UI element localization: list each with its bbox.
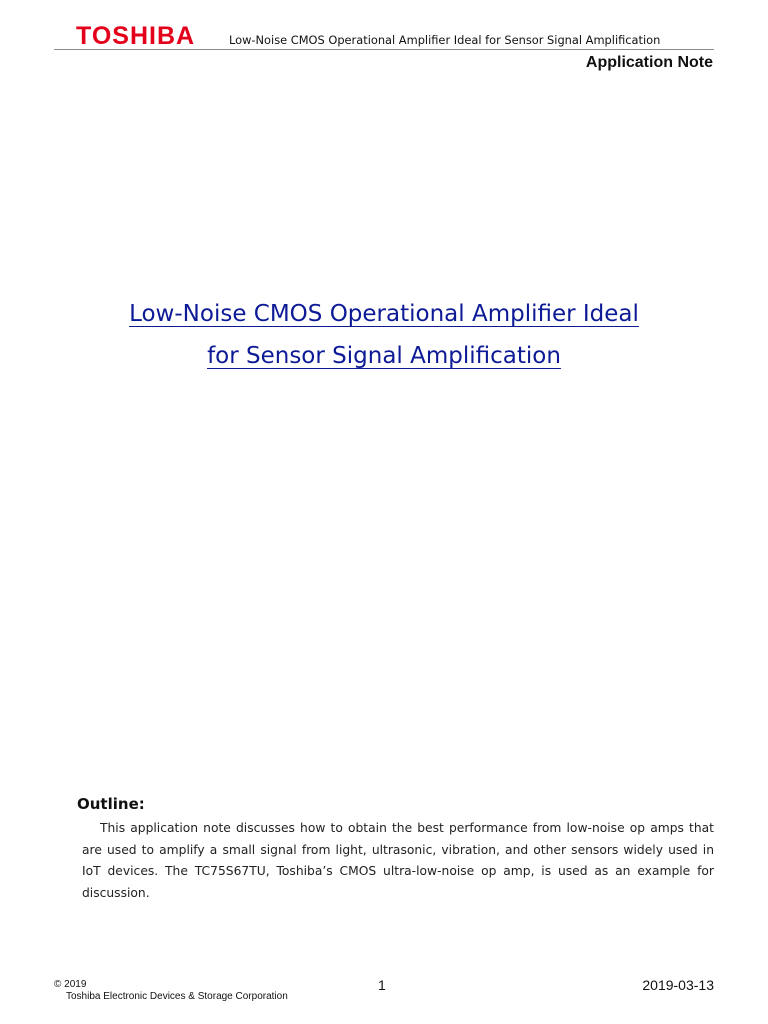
document-title-line-1: Low-Noise CMOS Operational Amplifier Ideal <box>129 301 639 327</box>
outline-paragraph: This application note discusses how to obtain the best performance from low-noise op amps that are used to amplify a small signal from light, ultrasonic, vibration, and other sensors widely used in IoT devices. The TC75S67TU, Toshiba’s CMOS ultra-low-noise op amp, is used as an example for discussion. <box>82 821 714 900</box>
footer-company: Toshiba Electronic Devices & Storage Corporation <box>66 991 288 1002</box>
document-type-label: Application Note <box>585 54 713 71</box>
toshiba-logo: TOSHIBA <box>76 22 196 50</box>
outline-heading: Outline: <box>77 795 145 813</box>
running-header-title: Low-Noise CMOS Operational Amplifier Ideal for Sensor Signal Amplification <box>229 33 661 47</box>
document-title <box>0 293 768 377</box>
header-divider <box>54 49 714 50</box>
document-title-line-2: for Sensor Signal Amplification <box>207 343 561 369</box>
page-number: 1 <box>378 977 386 993</box>
footer-date: 2019-03-13 <box>642 977 714 993</box>
footer-copyright: © 2019 <box>54 979 87 990</box>
